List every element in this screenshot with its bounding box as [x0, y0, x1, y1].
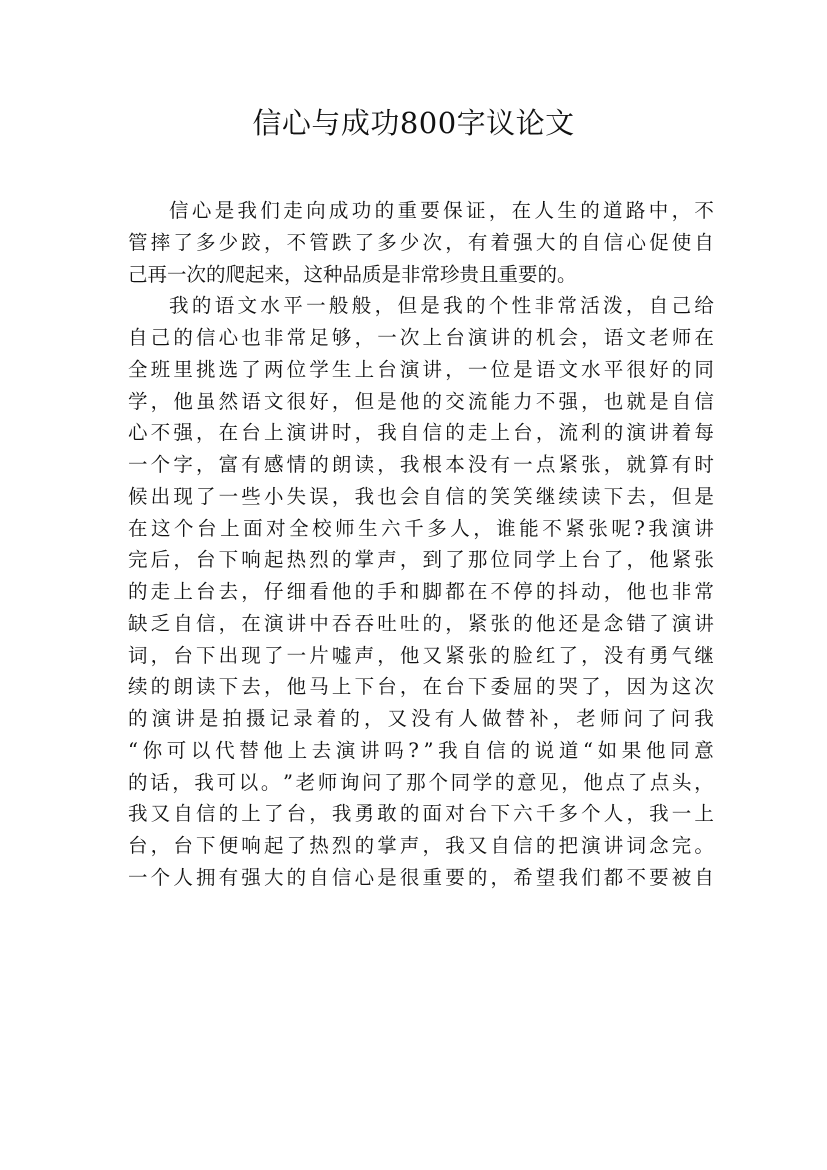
- text-line: 我 的 语 文 水 平 一 般 般 ， 但 是 我 的 个 性 非 常 活 泼 ， 自 己 给: [169, 294, 714, 318]
- text-line: 己再一次的爬起来，这种品质是非常珍贵且重要的。: [128, 262, 577, 286]
- text-line: 在 这 个 台 上 面 对 全 校 师 生 六 千 多 人 ， 谁 能 不 紧 张 呢 ? 我 演 讲: [128, 516, 714, 540]
- text-line: 信 心 是 我 们 走 向 成 功 的 重 要 保 证 ， 在 人 生 的 道 路 中 ， 不: [169, 199, 714, 222]
- text-line: 的 演 讲 是 拍 摄 记 录 着 的 ， 又 没 有 人 做 替 补 ， 老 师 问 了 问 我: [128, 707, 714, 730]
- text-line: 我 又 自 信 的 上 了 台 ， 我 勇 敢 的 面 对 台 下 六 千 多 个 人 ， 我 一 上: [128, 802, 714, 826]
- text-line: 缺 乏 自 信 ， 在 演 讲 中 吞 吞 吐 吐 的 ， 紧 张 的 他 还 是 念 错 了 演 讲: [128, 611, 714, 635]
- text-line: 心 不 强 ， 在 台 上 演 讲 时 ， 我 自 信 的 走 上 台 ， 流 利 的 演 讲 着 每: [128, 421, 714, 445]
- text-line: 候 出 现 了 一 些 小 失 误 ， 我 也 会 自 信 的 笑 笑 继 续 读 下 去 ， 但 是: [128, 484, 714, 508]
- text-line: 的 走 上 台 去 ， 仔 细 看 他 的 手 和 脚 都 在 不 停 的 抖 动 ， 他 也 非 常: [128, 580, 714, 603]
- text-line: 全 班 里 挑 选 了 两 位 学 生 上 台 演 讲 ， 一 位 是 语 文 水 平 很 好 的 同: [128, 357, 714, 381]
- text-line: 的 话 ， 我 可 以 。 ” 老 师 询 问 了 那 个 同 学 的 意 见 ， 他 点 了 点 头 ，: [128, 770, 714, 794]
- text-line: 完 后 ， 台 下 响 起 热 烈 的 掌 声 ， 到 了 那 位 同 学 上 台 了 ， 他 紧 张: [128, 548, 714, 572]
- text-line: 续 的 朗 读 下 去 ， 他 马 上 下 台 ， 在 台 下 委 屈 的 哭 了 ， 因 为 这 次: [128, 675, 714, 699]
- text-line: 一 个 人 拥 有 强 大 的 自 信 心 是 很 重 要 的 ， 希 望 我 们 都 不 要 被 自: [128, 865, 714, 889]
- text-line: 台 ， 台 下 便 响 起 了 热 烈 的 掌 声 ， 我 又 自 信 的 把 演 讲 词 念 完 。: [128, 834, 714, 857]
- text-line: 学 ， 他 虽 然 语 文 很 好 ， 但 是 他 的 交 流 能 力 不 强 ， 也 就 是 自 信: [128, 389, 714, 413]
- text-line: 一 个 字 ， 富 有 感 情 的 朗 读 ， 我 根 本 没 有 一 点 紧 张 ， 就 算 有 时: [128, 453, 714, 476]
- text-line: 词 ， 台 下 出 现 了 一 片 嘘 声 ， 他 又 紧 张 的 脸 红 了 ， 没 有 勇 气 继: [128, 643, 714, 667]
- text-line: 管 摔 了 多 少 跤 ， 不 管 跌 了 多 少 次 ， 有 着 强 大 的 自 信 心 促 使 自: [128, 230, 714, 254]
- text-line: “ 你 可 以 代 替 他 上 去 演 讲 吗 ? ” 我 自 信 的 说 道 “ 如 果 他 同 意: [128, 738, 714, 762]
- text-line: 自 己 的 信 心 也 非 常 足 够 ， 一 次 上 台 演 讲 的 机 会 ， 语 文 老 师 在: [128, 326, 714, 349]
- document-title: 信心与成功800字议论文: [252, 106, 575, 140]
- document-body: [128, 195, 714, 894]
